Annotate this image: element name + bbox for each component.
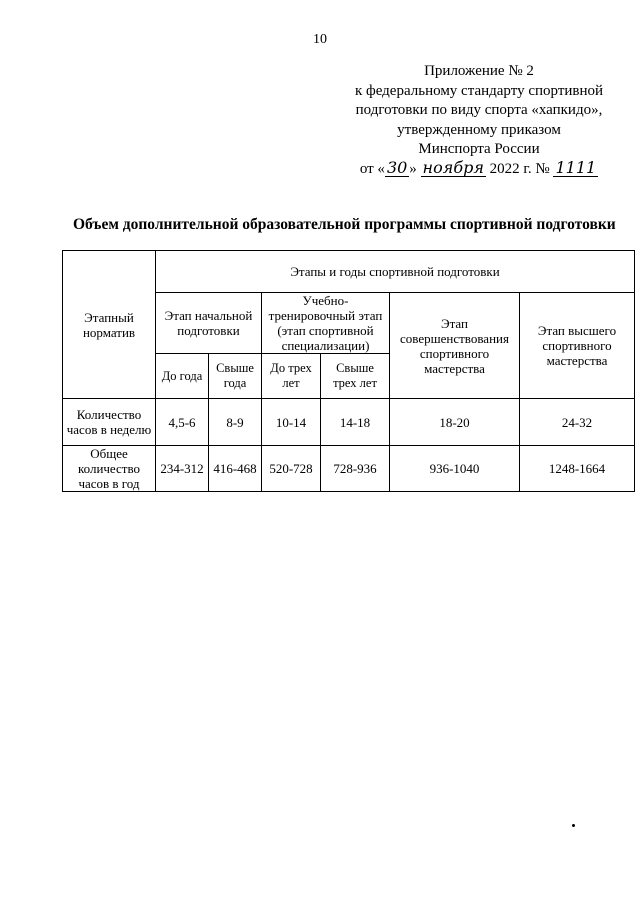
- row-label: Общее количество часов в год: [63, 446, 156, 492]
- table-cell: 8-9: [209, 399, 262, 446]
- order-year: 2022 г. №: [489, 160, 550, 177]
- row-header: Этапный норматив: [63, 251, 156, 399]
- table-cell: 24-32: [520, 399, 635, 446]
- date-prefix: от «: [359, 160, 385, 177]
- ink-dot: [572, 824, 575, 827]
- date-mid: »: [409, 160, 417, 177]
- page-number: 10: [313, 32, 327, 47]
- table-cell: 416-468: [209, 446, 262, 492]
- appendix-header: [340, 62, 618, 179]
- order-date-line: [340, 157, 618, 180]
- stage-initial: Этап начальной подготовки: [156, 293, 262, 354]
- table-cell: 18-20: [390, 399, 520, 446]
- document-title: Объем дополнительной образовательной программы спортивной подготовки: [73, 216, 616, 233]
- norms-table: [62, 250, 635, 492]
- table-cell: 728-936: [321, 446, 390, 492]
- row-label: Количество часов в неделю: [63, 399, 156, 446]
- table-cell: 1248-1664: [520, 446, 635, 492]
- stage-improvement: Этап совершенствования спортивного мастерства: [390, 293, 520, 399]
- order-number: 1111: [555, 157, 597, 177]
- table-row: [63, 446, 635, 492]
- table-cell: 520-728: [262, 446, 321, 492]
- order-day: 30: [386, 157, 408, 177]
- table-cell: 936-1040: [390, 446, 520, 492]
- sub-to-three: До трех лет: [262, 354, 321, 399]
- table-cell: 234-312: [156, 446, 209, 492]
- table-cell: 14-18: [321, 399, 390, 446]
- appendix-line: утвержденному приказом: [397, 121, 561, 138]
- sub-to-year: До года: [156, 354, 209, 399]
- table-row: [63, 399, 635, 446]
- sub-over-year: Свыше года: [209, 354, 262, 399]
- stage-highest: Этап высшего спортивного мастерства: [520, 293, 635, 399]
- table-cell: 4,5-6: [156, 399, 209, 446]
- appendix-line: Минспорта России: [418, 141, 540, 157]
- appendix-title: Приложение № 2: [424, 63, 534, 79]
- appendix-line: подготовки по виду спорта «хапкидо»,: [355, 102, 603, 118]
- order-month: ноября: [422, 157, 484, 177]
- appendix-line: к федеральному стандарту спортивной: [354, 82, 604, 99]
- table-cell: 10-14: [262, 399, 321, 446]
- sub-over-three: Свыше трех лет: [321, 354, 390, 399]
- stage-training: Учебно-тренировочный этап (этап спортивной специализации): [262, 293, 390, 354]
- group-header: Этапы и годы спортивной подготовки: [156, 251, 635, 293]
